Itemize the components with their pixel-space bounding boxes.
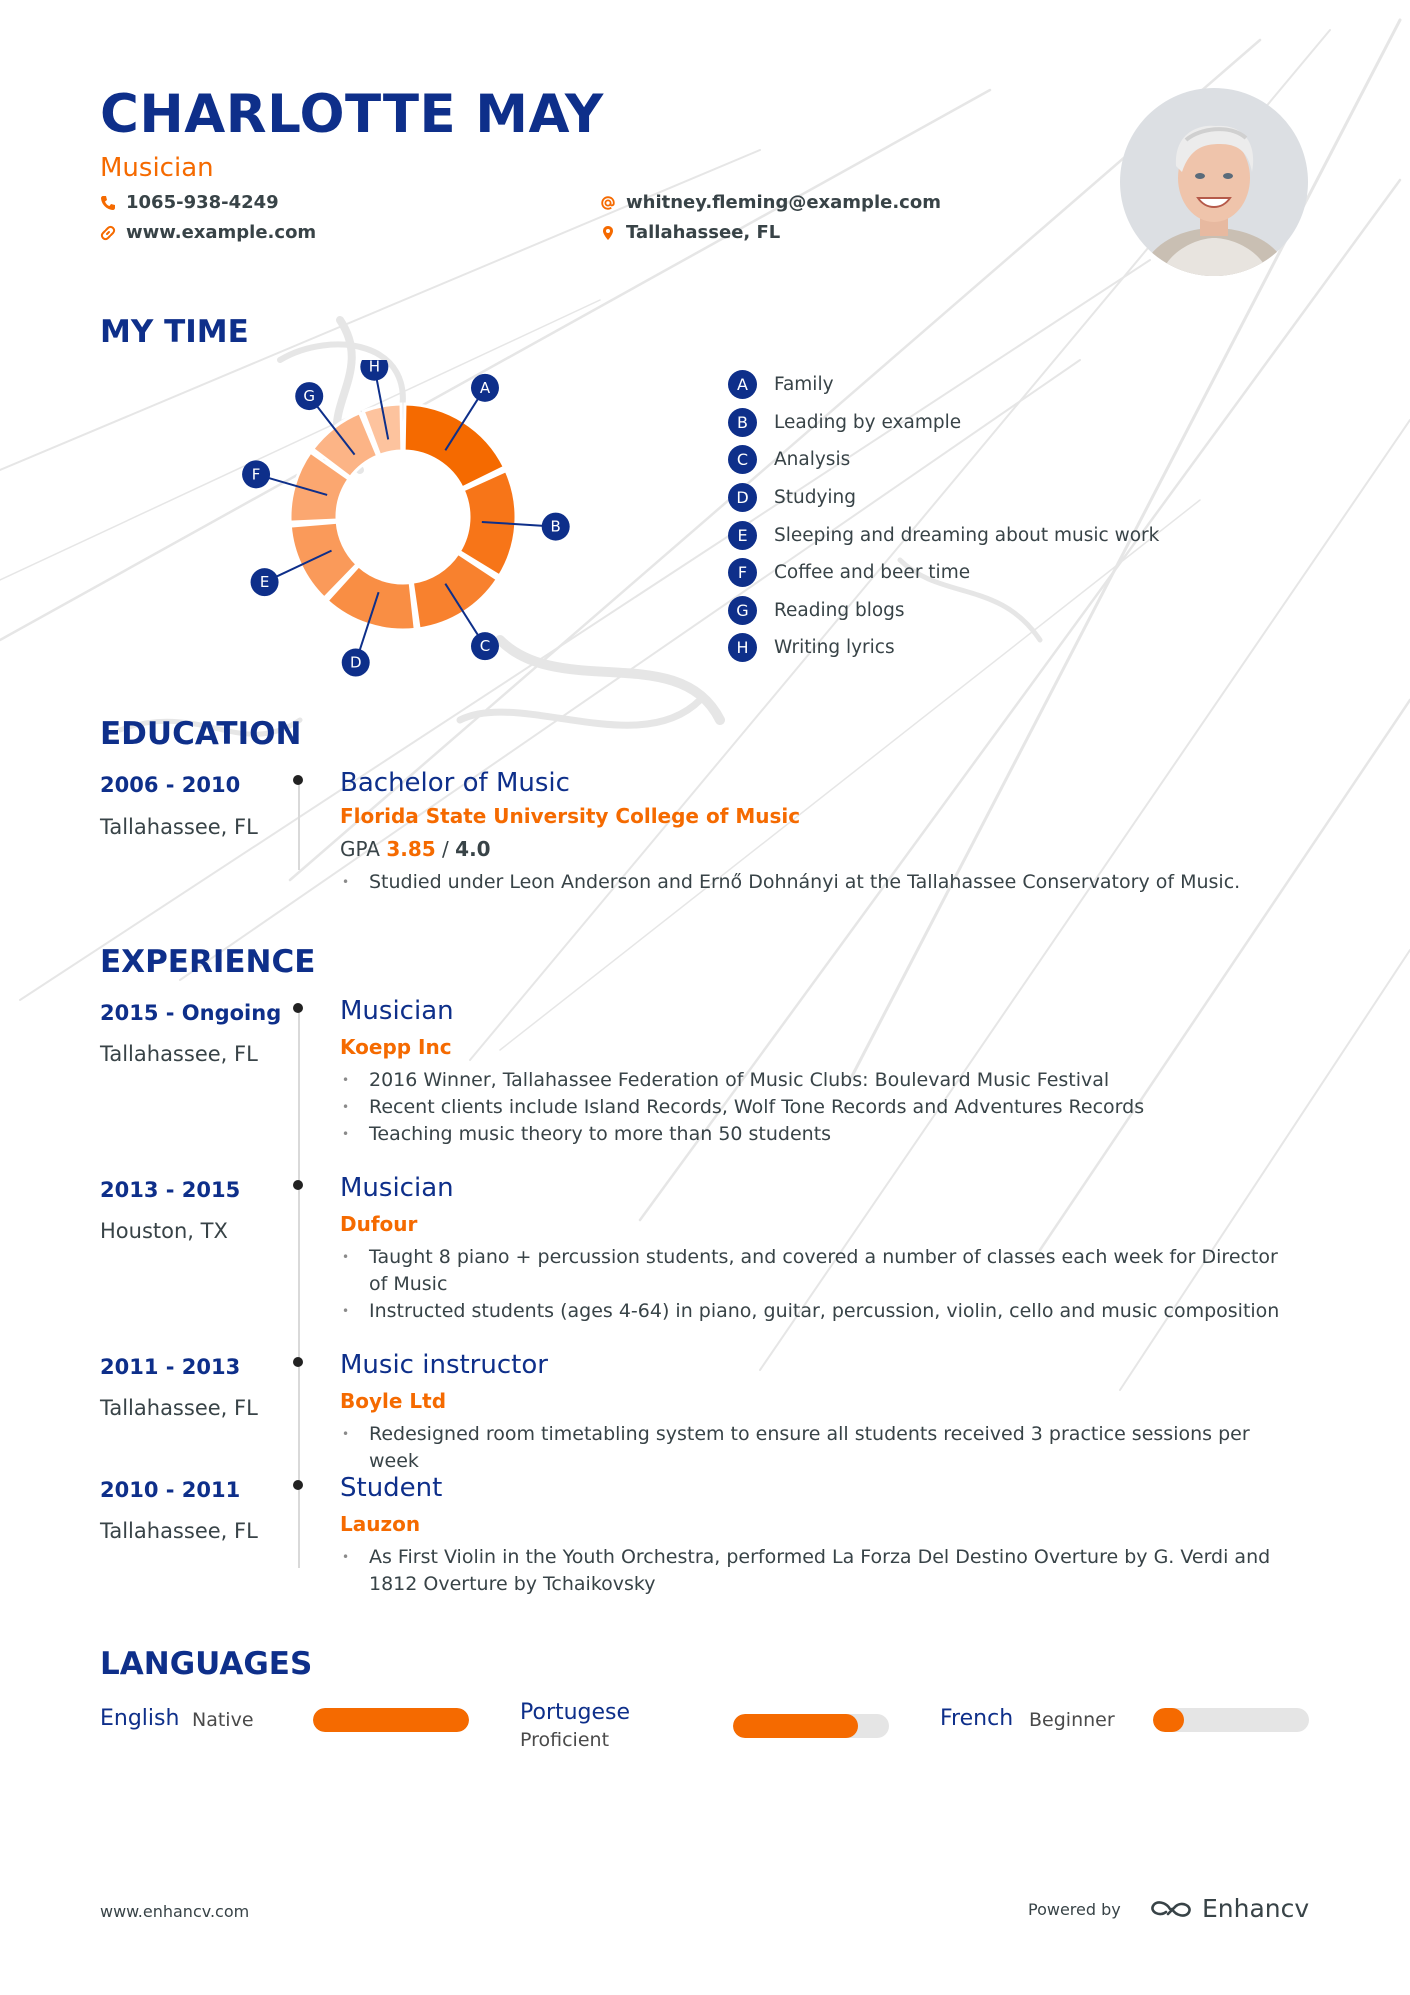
legend-badge: H	[728, 633, 757, 662]
job-role: Musician	[340, 996, 454, 1026]
degree-title: Bachelor of Music	[340, 768, 570, 798]
language-bar-fill	[733, 1714, 858, 1738]
phone-text: 1065-938-4249	[126, 192, 279, 213]
legend-item	[728, 366, 1159, 404]
legend-badge: G	[728, 596, 757, 625]
job-role: Student	[340, 1473, 443, 1503]
legend-item	[728, 516, 1159, 554]
candidate-name: CHARLOTTE MAY	[100, 84, 604, 145]
gpa-max: 4.0	[455, 837, 491, 861]
bullet-item: • 2016 Winner, Tallahassee Federation of Music Clubs: Boulevard Music Festival	[340, 1067, 1290, 1094]
enhancv-logo-icon	[1148, 1897, 1194, 1921]
donut-label-text: F	[251, 465, 261, 484]
bullet-item: • Instructed students (ages 4-64) in piano, guitar, percussion, violin, cello and music composition	[340, 1298, 1290, 1325]
timeline-dot	[293, 1003, 303, 1013]
at-icon	[600, 195, 616, 211]
gpa-value: 3.85	[386, 837, 436, 861]
profile-photo	[1120, 88, 1308, 276]
legend-item	[728, 629, 1159, 667]
language-bar-fill	[1153, 1708, 1184, 1732]
bullet-item: • Teaching music theory to more than 50 students	[340, 1121, 1290, 1148]
education-bullets	[340, 869, 1290, 896]
brand-name: Enhancv	[1202, 1894, 1310, 1923]
gpa-label: GPA	[340, 837, 380, 861]
legend-label: Reading blogs	[774, 599, 905, 621]
experience-dates: 2013 - 2015	[100, 1178, 241, 1202]
phone-contact	[100, 192, 279, 213]
education-location: Tallahassee, FL	[100, 815, 258, 839]
language-bar	[1153, 1708, 1309, 1732]
experience-bullets	[340, 1421, 1290, 1475]
experience-location: Tallahassee, FL	[100, 1042, 258, 1066]
legend-label: Writing lyrics	[774, 637, 895, 659]
donut-label-text: H	[368, 360, 380, 376]
legend-item	[728, 404, 1159, 442]
timeline-dot	[293, 775, 303, 785]
legend-label: Leading by example	[774, 411, 962, 433]
donut-label-text: E	[259, 573, 270, 592]
gpa	[340, 837, 491, 861]
experience-bullets	[340, 1544, 1290, 1598]
language-level: Proficient	[520, 1729, 610, 1751]
legend-item	[728, 554, 1159, 592]
powered-by-label: Powered by	[1028, 1900, 1121, 1919]
language-bar	[733, 1714, 889, 1738]
timeline-dot	[293, 1357, 303, 1367]
experience-location: Houston, TX	[100, 1219, 228, 1243]
link-icon	[100, 225, 116, 241]
company-name: Lauzon	[340, 1512, 421, 1536]
experience-dates: 2015 - Ongoing	[100, 1001, 282, 1025]
school-name: Florida State University College of Music	[340, 804, 801, 828]
location-contact	[600, 222, 780, 243]
enhancv-logo[interactable]	[1148, 1894, 1309, 1923]
timeline-dot	[293, 1180, 303, 1190]
legend-label: Sleeping and dreaming about music work	[774, 524, 1160, 546]
donut-label-text: A	[479, 378, 491, 397]
email-text[interactable]: whitney.fleming@example.com	[626, 192, 941, 213]
job-role: Musician	[340, 1173, 454, 1203]
job-title: Musician	[100, 153, 214, 183]
donut-label-text: C	[479, 637, 491, 656]
gpa-separator: /	[442, 837, 449, 861]
legend-badge: C	[728, 445, 757, 474]
location-pin-icon	[600, 225, 616, 241]
location-text: Tallahassee, FL	[626, 222, 781, 243]
phone-icon	[100, 195, 116, 211]
time-legend	[728, 366, 1159, 667]
email-contact[interactable]	[600, 192, 941, 213]
bullet-item: • Taught 8 piano + percussion students, and covered a number of classes each week for Director of Music	[340, 1244, 1290, 1298]
legend-badge: F	[728, 558, 757, 587]
language-name: French	[940, 1706, 1014, 1731]
company-name: Boyle Ltd	[340, 1389, 447, 1413]
bullet-item: • Studied under Leon Anderson and Ernő Dohnányi at the Tallahassee Conservatory of Music.	[340, 869, 1290, 896]
experience-heading: EXPERIENCE	[100, 944, 316, 980]
language-name: Portugese	[520, 1700, 631, 1725]
footer-url[interactable]: www.enhancv.com	[100, 1902, 250, 1921]
legend-label: Coffee and beer time	[774, 562, 971, 584]
bullet-item: • As First Violin in the Youth Orchestra, performed La Forza Del Destino Overture by G. Verdi and 1812 Overture by Tchaikovsky	[340, 1544, 1290, 1598]
language-bar-fill	[313, 1708, 469, 1732]
legend-item	[728, 441, 1159, 479]
experience-location: Tallahassee, FL	[100, 1519, 258, 1543]
legend-label: Family	[774, 374, 834, 396]
bullet-item: • Redesigned room timetabling system to ensure all students received 3 practice sessions per week	[340, 1421, 1290, 1475]
education-heading: EDUCATION	[100, 716, 302, 752]
experience-location: Tallahassee, FL	[100, 1396, 258, 1420]
language-level: Native	[192, 1709, 254, 1731]
legend-item	[728, 592, 1159, 630]
website-text[interactable]: www.example.com	[126, 222, 317, 243]
language-name: English	[100, 1706, 180, 1731]
legend-badge: B	[728, 408, 757, 437]
timeline-dot	[293, 1480, 303, 1490]
legend-item	[728, 479, 1159, 517]
legend-label: Analysis	[774, 449, 851, 471]
donut-label-text: G	[303, 387, 316, 406]
legend-badge: A	[728, 370, 757, 399]
timeline-line	[298, 780, 300, 870]
donut-label-text: D	[349, 653, 362, 672]
donut-slice-a	[404, 404, 504, 488]
legend-badge: D	[728, 483, 757, 512]
company-name: Dufour	[340, 1212, 418, 1236]
experience-dates: 2010 - 2011	[100, 1478, 241, 1502]
company-name: Koepp Inc	[340, 1035, 452, 1059]
job-role: Music instructor	[340, 1350, 548, 1380]
language-bar	[313, 1708, 469, 1732]
bullet-item: • Recent clients include Island Records, Wolf Tone Records and Adventures Records	[340, 1094, 1290, 1121]
my-time-heading: MY TIME	[100, 314, 249, 350]
experience-dates: 2011 - 2013	[100, 1355, 241, 1379]
experience-bullets	[340, 1067, 1290, 1148]
legend-badge: E	[728, 521, 757, 550]
time-donut-chart	[225, 360, 585, 680]
languages-heading: LANGUAGES	[100, 1646, 313, 1682]
legend-label: Studying	[774, 487, 857, 509]
education-dates: 2006 - 2010	[100, 773, 241, 797]
website-contact[interactable]	[100, 222, 316, 243]
language-level: Beginner	[1029, 1709, 1115, 1731]
donut-label-text: B	[550, 517, 561, 536]
experience-bullets	[340, 1244, 1290, 1325]
